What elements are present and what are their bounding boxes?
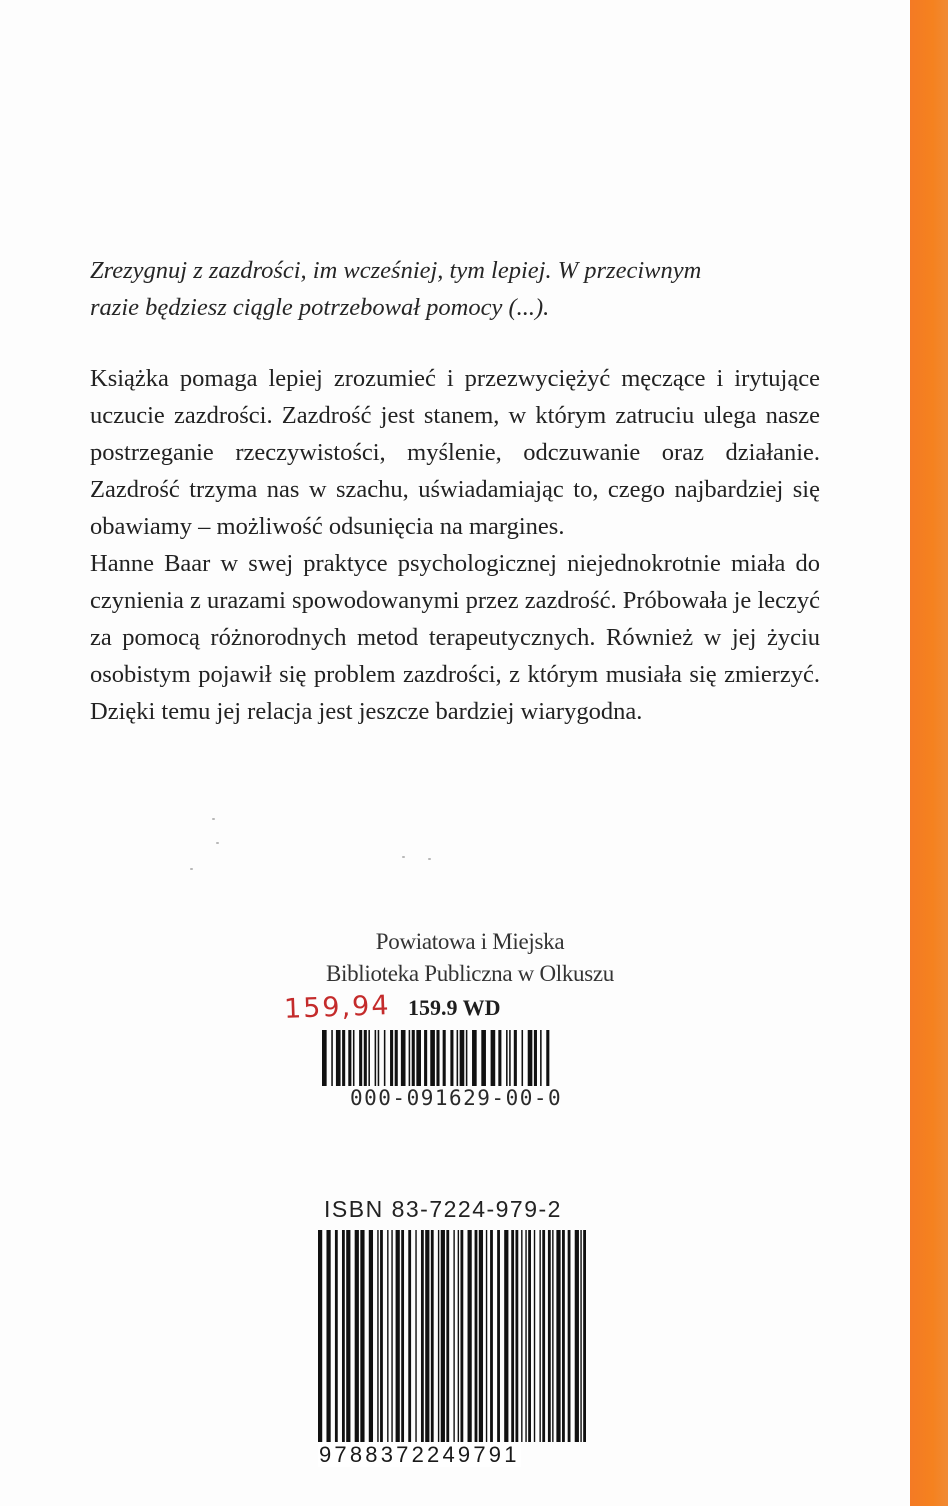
barcode-bar [583,1230,586,1442]
barcode-bar [424,1030,427,1086]
barcode-bar [342,1230,345,1442]
barcode-bar [326,1230,330,1442]
barcode-bar [335,1230,338,1442]
ean-digits [318,1442,586,1468]
handwritten-code: 159,94 [283,990,391,1025]
barcode-bar [522,1030,524,1086]
library-name-line-2: Biblioteka Publiczna w Olkuszu [325,961,615,986]
description-paragraph-1: Książka pomaga lepiej zrozumieć i przezwyciężyć męczące i irytujące uczucie zazdrości. Zazdrość jest stanem, w którym zatruciu ulega nasze postrzeganie rzeczywistości, myślenie, odczuwanie oraz działanie. Zazdrość trzyma nas w szachu, uświadamiając to, czego najbardziej się obawiamy – możliwość odsunięcia na margines. [90,365,820,540]
barcode-bar [430,1030,435,1086]
barcode-bar [441,1230,445,1442]
barcode-bar [521,1230,522,1442]
barcode-bar [346,1230,350,1442]
barcode-bar [408,1230,411,1442]
barcode-bar [378,1030,380,1086]
barcode-bar [387,1230,388,1442]
barcode-bar [331,1030,333,1086]
barcode-bar [542,1230,545,1442]
barcode-bar [515,1230,518,1442]
barcode-bar [318,1230,322,1442]
barcode-bar [396,1230,400,1442]
library-barcode-number: 000-091629-00-0 [350,1086,563,1110]
library-name-line-1: Powiatowa i Miejska [375,929,565,954]
barcode-bar [514,1030,517,1086]
barcode-bar [562,1230,565,1442]
barcode-bar [431,1230,434,1442]
barcode-bar [375,1030,377,1086]
shelfmark: 159.9 WD [408,995,501,1020]
barcode-bar [336,1030,341,1086]
barcode-bar [443,1030,446,1086]
barcode-bar [556,1230,560,1442]
barcode-bar [401,1230,404,1442]
barcode-bar [450,1030,453,1086]
barcode-bar [528,1030,533,1086]
book-description [90,360,820,730]
barcode-bar [552,1230,553,1442]
barcode-bar [540,1030,542,1086]
barcode-bar [416,1030,421,1086]
barcode-bar [322,1030,327,1086]
scan-speck [190,868,193,870]
barcode-bar [506,1030,508,1086]
quote-line-2: razie będziesz ciągle potrzebował pomocy (...). [90,294,550,321]
barcode-bar [369,1230,373,1442]
barcode-bar [580,1230,581,1442]
barcode-bar [457,1030,459,1086]
cover-quote [90,252,830,326]
library-sticker [280,926,660,990]
quote-line-1: Zrezygnuj z zazdrości, im wcześniej, tym lepiej. W przeciwnym [90,257,702,284]
barcode-bar [377,1230,378,1442]
barcode-bar [475,1230,478,1442]
barcode-bar [421,1230,424,1442]
scan-speck [216,842,219,844]
barcode-bar [525,1230,526,1442]
barcode-bar [460,1030,465,1086]
barcode-bar [490,1230,493,1442]
barcode-bar [348,1030,351,1086]
description-paragraph-2: Hanne Baar w swej praktyce psychologicznej niejednokrotnie miała do czynienia z urazami spowodowanymi przez zazdrość. Próbowała je leczyć za pomocą różnorodnych metod terapeutycznych. Również w jej życiu osobistym pojawił się problem zazdrości, z którym musiała się zmierzyć. Dzięki temu jej relacja jest jeszcze bardziej wiarygodna. [90,550,820,725]
barcode-bar [466,1030,468,1086]
barcode-bar [539,1230,540,1442]
barcode-bar [359,1030,362,1086]
barcode-bar [548,1230,551,1442]
barcode-bar [438,1230,439,1442]
barcode-bar [472,1030,477,1086]
barcode-bar [380,1230,383,1442]
barcode-bar [360,1230,364,1442]
scan-speck [428,858,431,860]
barcode-bar [409,1030,411,1086]
barcode-bar [486,1230,487,1442]
barcode-bar [415,1230,416,1442]
barcode-bar [479,1230,483,1442]
barcode-bar [497,1230,500,1442]
barcode-bar [412,1030,415,1086]
barcode-bar [511,1230,514,1442]
barcode-bar [364,1030,367,1086]
barcode-bar [509,1030,511,1086]
barcode-bar [528,1230,531,1442]
barcode-bar [395,1030,398,1086]
library-barcode [322,1030,554,1086]
barcode-bar [436,1030,439,1086]
barcode-bar [390,1030,393,1086]
barcode-bar [355,1230,359,1442]
barcode-bar [468,1230,472,1442]
barcode-bar [353,1030,355,1086]
barcode-bar [368,1030,370,1086]
barcode-bar [458,1230,459,1442]
barcode-bar [575,1230,579,1442]
barcode-bar [425,1230,429,1442]
ean-digits-text: 9788372249791 [319,1442,520,1467]
barcode-bar [384,1030,386,1086]
barcode-bar [481,1030,486,1086]
barcode-bar [568,1230,571,1442]
barcode-bar [491,1030,496,1086]
scan-speck [212,818,215,820]
barcode-bar [446,1230,449,1442]
barcode-bar [391,1230,392,1442]
barcode-bar [546,1030,549,1086]
barcode-bar [534,1230,535,1442]
orange-edge-stripe [910,0,948,1506]
barcode-bar [342,1030,345,1086]
barcode-bar [498,1030,501,1086]
barcode-bar [401,1030,406,1086]
isbn-label: ISBN 83-7224-979-2 [324,1196,562,1222]
barcode-bar [460,1230,463,1442]
barcode-bar [534,1030,537,1086]
isbn-barcode [318,1230,586,1458]
barcode-bar [453,1230,454,1442]
scan-speck [402,856,405,858]
barcode-bar [504,1230,508,1442]
